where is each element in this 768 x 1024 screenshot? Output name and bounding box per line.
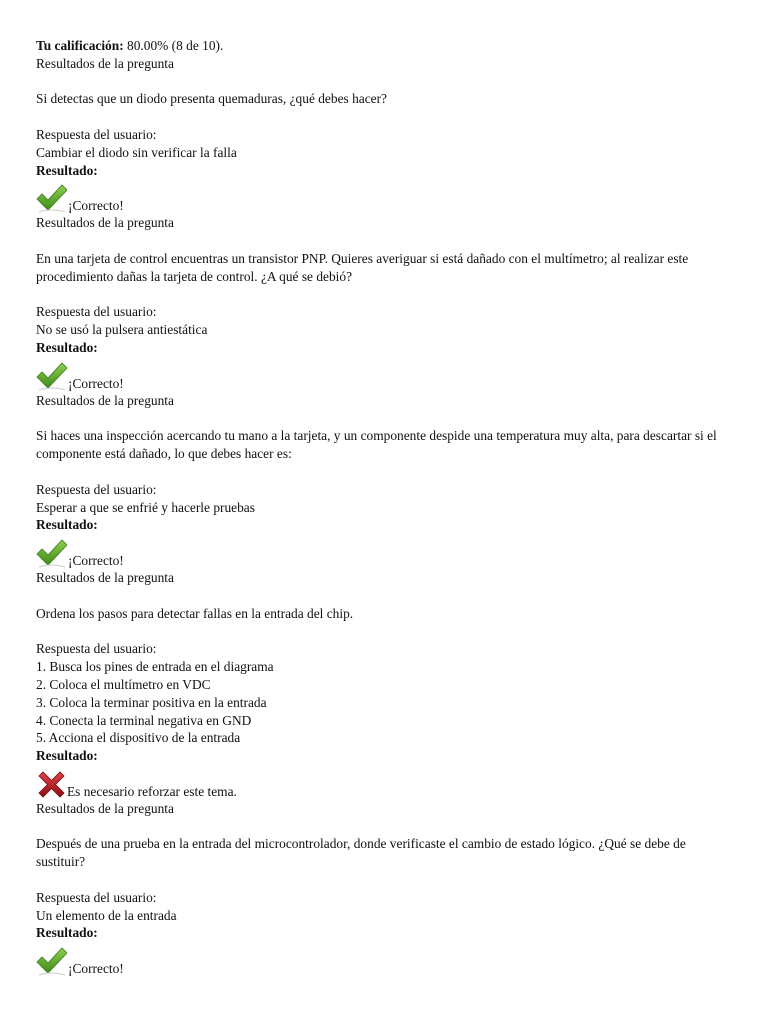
user-answer-step: 2. Coloca el multímetro en VDC <box>36 676 211 692</box>
section-title: Resultados de la pregunta <box>36 215 174 231</box>
user-answer-label: Respuesta del usuario: <box>36 304 157 320</box>
result-text: ¡Correcto! <box>68 553 124 569</box>
user-answer: Cambiar el diodo sin verificar la falla <box>36 144 237 160</box>
result-row <box>36 357 736 392</box>
user-answer-label: Respuesta del usuario: <box>36 126 157 142</box>
result-label: Resultado: <box>36 162 98 178</box>
result-text: Es necesario reforzar este tema. <box>67 783 237 799</box>
section-title: Resultados de la pregunta <box>36 55 174 71</box>
user-answer-step: 3. Coloca la terminar positiva en la entrada <box>36 694 267 710</box>
result-row <box>36 534 736 569</box>
result-label: Resultado: <box>36 517 98 533</box>
user-answer-step: 1. Busca los pines de entrada en el diagrama <box>36 659 274 675</box>
user-answer-label: Respuesta del usuario: <box>36 481 157 497</box>
grade-label: Tu calificación: <box>36 38 124 53</box>
grade-value: 80.00% (8 de 10). <box>123 38 224 53</box>
section-title: Resultados de la pregunta <box>36 800 174 816</box>
result-label: Resultado: <box>36 339 98 355</box>
result-text: ¡Correcto! <box>68 961 124 977</box>
result-label: Resultado: <box>36 925 98 941</box>
user-answer: Un elemento de la entrada <box>36 907 177 923</box>
user-answer-step: 5. Acciona el dispositivo de la entrada <box>36 730 241 746</box>
user-answer: Esperar a que se enfrié y hacerle pruebas <box>36 499 255 515</box>
question-block-4 <box>36 569 736 800</box>
green-check-icon <box>36 538 67 569</box>
question-block-1 <box>36 55 736 215</box>
user-answer-label: Respuesta del usuario: <box>36 641 157 657</box>
result-row <box>36 179 736 214</box>
result-row <box>36 942 736 977</box>
question-text: Después de una prueba en la entrada del microcontrolador, donde verificaste el cambio de estado lógico. ¿Qué se debe de sustituir? <box>36 836 686 870</box>
section-title: Resultados de la pregunta <box>36 570 174 586</box>
result-text: ¡Correcto! <box>68 375 124 391</box>
grade-line <box>36 37 736 55</box>
red-cross-icon <box>36 769 67 800</box>
green-check-icon <box>36 183 67 214</box>
quiz-results-document <box>36 37 736 977</box>
question-block-2 <box>36 214 736 391</box>
result-label: Resultado: <box>36 748 98 764</box>
question-text: Si haces una inspección acercando tu mano a la tarjeta, y un componente despide una temperatura muy alta, para descartar si el componente está dañado, lo que debes hacer es: <box>36 428 717 462</box>
user-answer-step: 4. Conecta la terminal negativa en GND <box>36 712 252 728</box>
green-check-icon <box>36 361 67 392</box>
result-text: ¡Correcto! <box>68 198 124 214</box>
question-block-3 <box>36 392 736 569</box>
green-check-icon <box>36 946 67 977</box>
question-text: Ordena los pasos para detectar fallas en la entrada del chip. <box>36 605 354 621</box>
user-answer-label: Respuesta del usuario: <box>36 889 157 905</box>
question-text: En una tarjeta de control encuentras un transistor PNP. Quieres averiguar si está dañado con el multímetro; al realizar este procedimiento dañas la tarjeta de control. ¿A qué se debió? <box>36 250 689 284</box>
question-block-5 <box>36 800 736 977</box>
section-title: Resultados de la pregunta <box>36 392 174 408</box>
result-row <box>36 765 736 800</box>
user-answer: No se usó la pulsera antiestática <box>36 322 208 338</box>
question-text: Si detectas que un diodo presenta quemaduras, ¿qué debes hacer? <box>36 91 387 107</box>
